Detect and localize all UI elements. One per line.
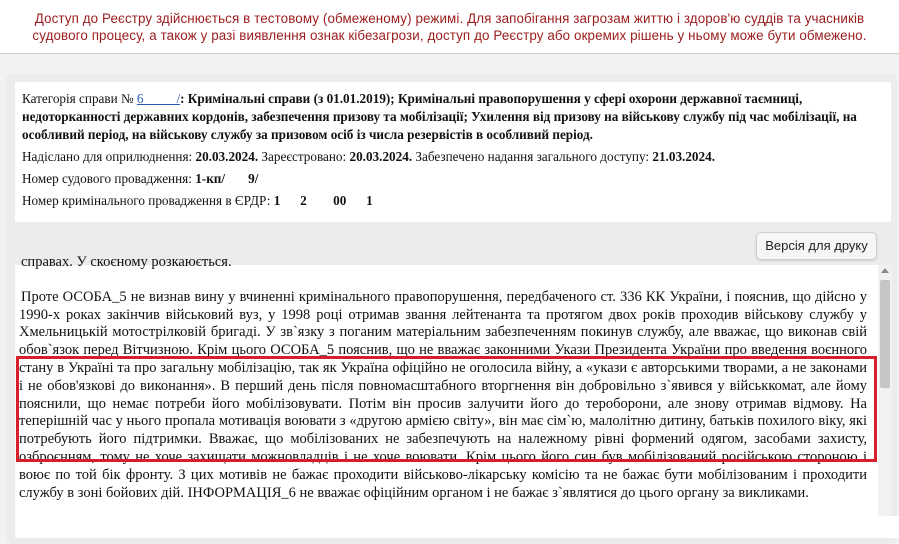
decision-paragraph — [19, 289, 867, 503]
sent-date: 20.03.2024. — [195, 149, 259, 164]
registered-label: Зареєстровано: — [261, 149, 347, 164]
access-date: 21.03.2024. — [652, 149, 715, 164]
erdr-number-row — [22, 192, 884, 210]
case-number-link[interactable]: 6 / — [136, 91, 181, 106]
proceeding-label: Номер судового провадження: — [22, 171, 192, 186]
case-dates-row — [22, 148, 884, 166]
proceeding-value: 1-кп/ 9/ — [195, 171, 259, 186]
corner-overlay — [820, 516, 899, 538]
sent-label: Надіслано для оприлюднення: — [22, 149, 193, 164]
scrollbar-thumb[interactable] — [880, 280, 890, 388]
access-label: Забезпечено надання загального доступу: — [415, 149, 650, 164]
case-category-value: : Кримінальні справи (з 01.01.2019); Кримінальні правопорушення у сфері охорони державної таємниці, недоторканності державних кордонів, забезпечення призову та мобілізації; Ухилення від призову на військову службу під час мобілізації, на особливий період, на військову службу за призовом осіб із числа резервістів в особливий період. — [22, 91, 857, 142]
decision-text-frame[interactable] — [15, 254, 878, 538]
proceeding-number-row — [22, 170, 884, 188]
case-metadata — [15, 82, 891, 222]
decision-paragraph-text: справах. У скоєному розкаюється. — [21, 254, 232, 270]
decision-text — [19, 254, 867, 519]
print-version-button[interactable]: Версія для друку — [756, 232, 877, 260]
erdr-label: Номер кримінального провадження в ЄРДР: — [22, 193, 271, 208]
erdr-value: 1 2 00 1 — [273, 193, 373, 208]
case-category-label: Категорія справи № — [22, 91, 134, 106]
case-category-row — [22, 90, 884, 144]
access-notice-banner — [0, 0, 899, 54]
registered-date: 20.03.2024. — [349, 149, 413, 164]
decision-paragraph — [19, 254, 867, 272]
scroll-up-arrow-icon[interactable] — [881, 268, 889, 273]
decision-paragraph-text: Проте ОСОБА_5 не визнав вину у вчиненні кримінального правопорушення, передбаченого ст. 336 КК України, і пояснив, що дійсно у 1990-х роках закінчив військовий вуз, у 1998 році отримав звання лейтенанта та протягом двох років проходив військову службу у Хмельницькій мотострілковій бригаді. У зв`язку з поганим матеріальним забезпеченням покинув службу, але вважає, що виконав свій обов`язок перед Вітчизною. Крім цього ОСОБА_5 пояснив, що не вважає законними Укази Президента України про введення воєнного стану в Україні та про загальну мобілізацію, так як Україна офіційно не оголосила війну, а «укази є авторськими творами, а не законами і не обов'язкові до виконання». В перший день після повномасштабного вторгнення він добровільно з`явився у військкомат, але йому пояснили, що немає потреби його мобілізовувати. Потім він просив залучити його до тероборони, але знову отримав відмову. На теперішній час у нього пропала мотивація воювати з «другою армією світу», він має сім`ю, малолітню дитину, батьків похилого віку, які потребують його підтримки. Вважає, що мобілізованих не забезпечують на належному рівні формений одягом, засобами захисту, озброєнням, тому не хоче захищати можновладців і не хоче воювати. Крім цього його син був мобілізований російською стороною і воює по той бік фронту. З цих мотивів не бажає проходити військово-лікарську комісію та не бажає бути мобілізованим і проходити службу в зоні бойових дій. ІНФОРМАЦІЯ_6 не вважає офіційним органом і не бажає з`являтися до цього органу за викликами. — [19, 288, 867, 501]
access-notice-text: Доступ до Реєстру здійснюється в тестовому (обмеженому) режимі. Для запобігання загрозам життю і здоров'ю суддів та учасників судового процесу, а також у разі виявлення ознак кібезагрози, доступ до Реєстру або окремих рішень у ньому може бути обмежено. — [32, 11, 867, 43]
